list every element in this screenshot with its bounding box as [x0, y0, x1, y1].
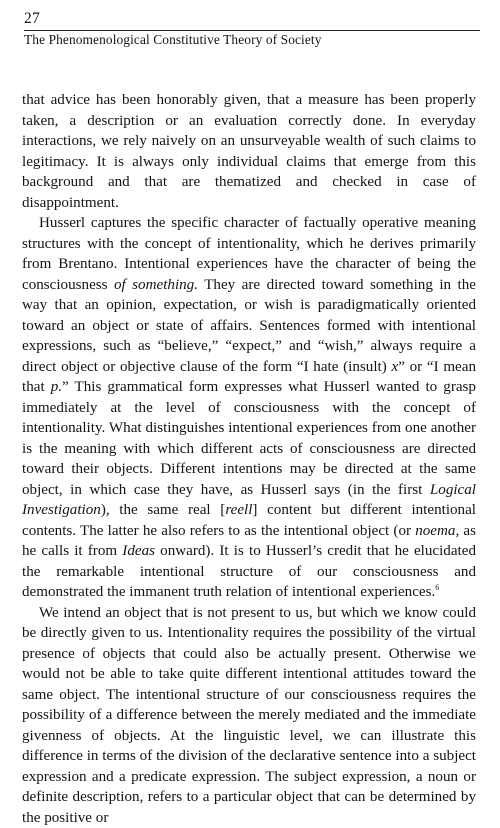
text-run: They are directed toward something in the way that an opinion, expectation, or wish is paradigmatically oriented toward an object or state of affairs. Sentences formed with intentional expressions, such as “believe,” “expect,” and “wish,” always require a direct object or objective clause of the form “I hate (insult)	[22, 277, 476, 375]
italic-text: reell	[225, 502, 252, 518]
header-rule	[24, 30, 480, 31]
italic-text: p.	[51, 379, 62, 395]
text-run: ] content but different intentional contents. The latter he also refers to as the intentional object (or	[22, 502, 476, 539]
footnote-marker: 6	[435, 583, 439, 592]
italic-text: noema,	[415, 523, 459, 539]
text-run: Husserl captures the specific character of factually operative meaning structures with the concept of intentionality, which he derives primarily from Brentano. Intentional experiences have the character of being the consciousness	[22, 215, 476, 293]
running-title: The Phenomenological Constitutive Theory of Society	[24, 32, 476, 48]
text-run: ), the same real [	[101, 502, 226, 518]
text-run: that advice has been honorably given, that a measure has been properly taken, a description or an evaluation correctly done. In everyday interactions, we rely naively on an unsurveyable wealth of such claims to legitimacy. It is always only individual claims that emerge from this background and that are thematized and checked in case of disappointment.	[22, 92, 476, 211]
paragraph	[22, 213, 476, 603]
italic-text: Ideas	[122, 543, 155, 559]
italic-text: of something.	[114, 277, 198, 293]
page-number: 27	[24, 10, 476, 28]
text-run: We intend an object that is not present to us, but which we know could be directly given to us. Intentionality requires the possibility of the virtual presence of objects that could also be actually present. Otherwise we would not be able to take quite different intentional attitudes toward the same object. The intentional structure of our consciousness requires the possibility of a difference between the merely mediated and the immediate givenness of objects. At the linguistic level, we can illustrate this difference in terms of the division of the declarative sentence into a subject expression and a predicate expression. The subject expression, a noun or definite description, refers to a particular object that can be determined by the positive or	[22, 605, 476, 826]
text-run: ” This grammatical form expresses what Husserl wanted to grasp immediately at the level of consciousness with the concept of intentionality. What distinguishes intentional experiences from one another is the meaning with which different acts of consciousness are directed toward their objects. Different intentions may be directed at the same object, in which case they have, as Husserl says (in the first	[22, 379, 476, 498]
paragraph	[22, 90, 476, 213]
italic-text: Logical Investigation	[22, 482, 476, 519]
italic-text: x	[391, 359, 398, 375]
text-run: onward). It is to Husserl’s credit that he elucidated the remarkable intentional structure of our consciousness and demonstrated the immanent truth relation of intentional experiences.	[22, 543, 476, 600]
paragraph	[22, 603, 476, 828]
running-head	[24, 10, 476, 48]
text-run: ” or “I mean that	[22, 359, 476, 396]
body-text	[22, 90, 476, 828]
text-run: as he calls it from	[22, 523, 476, 560]
